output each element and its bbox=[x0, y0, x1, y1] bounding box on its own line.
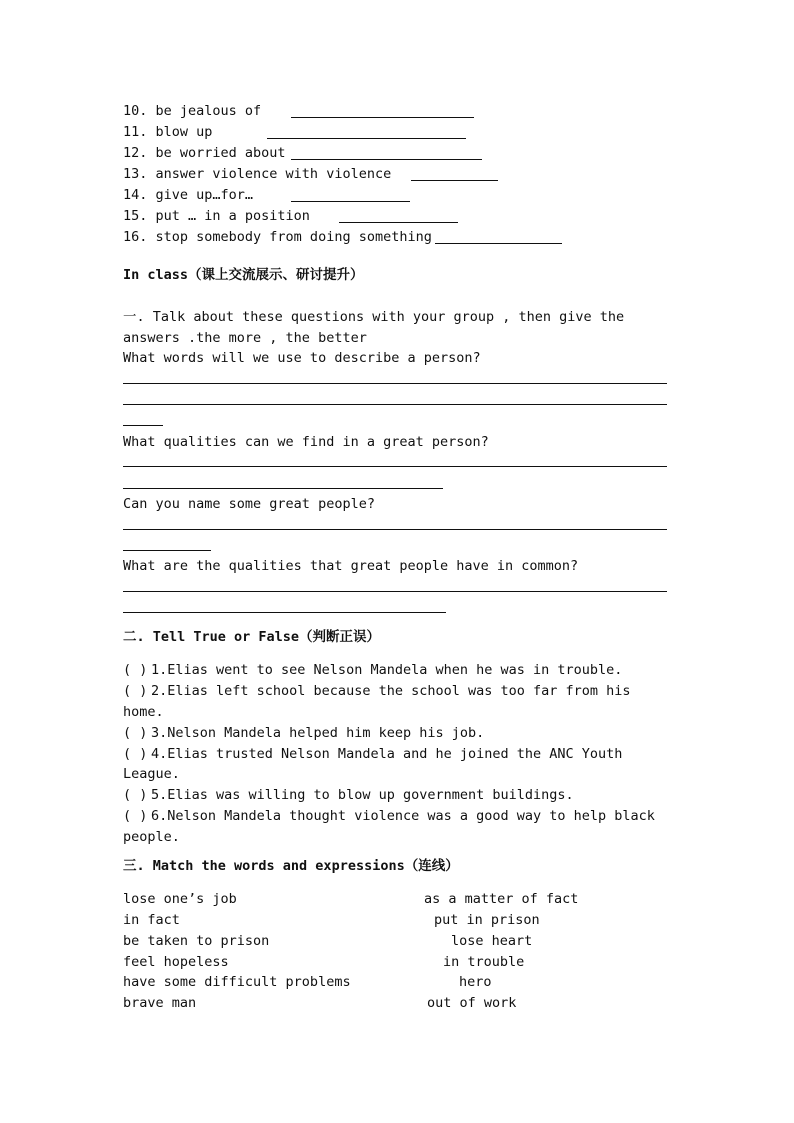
tf-item-2-cont: home. bbox=[123, 704, 164, 720]
answer-blank-11[interactable] bbox=[267, 138, 466, 139]
tf-item-6-text: 6.Nelson Mandela thought violence was a good way to help black bbox=[151, 808, 655, 824]
phrase-16: 16. stop somebody from doing something bbox=[123, 229, 432, 245]
tf-item-6-cont: people. bbox=[123, 829, 180, 845]
tf-item-1 bbox=[123, 661, 622, 679]
answer-blank-13[interactable] bbox=[411, 180, 498, 181]
section2-title: 二. Tell True or False（判断正误） bbox=[123, 629, 381, 645]
answer-blank-16[interactable] bbox=[435, 243, 562, 244]
answer-line-q1-c[interactable] bbox=[123, 425, 163, 426]
match-right-2[interactable]: put in prison bbox=[434, 912, 540, 928]
answer-line-q4-b[interactable] bbox=[123, 612, 446, 613]
tf-item-1-text: 1.Elias went to see Nelson Mandela when he was in trouble. bbox=[151, 662, 623, 678]
answer-blank-12[interactable] bbox=[291, 159, 482, 160]
phrase-10: 10. be jealous of bbox=[123, 103, 262, 119]
match-left-6[interactable]: brave man bbox=[123, 995, 197, 1011]
match-right-3[interactable]: lose heart bbox=[451, 933, 533, 949]
section1-title: 一. Talk about these questions with your group , then give the bbox=[123, 309, 625, 325]
in-class-heading: In class（课上交流展示、研讨提升） bbox=[123, 267, 364, 283]
tf-item-6 bbox=[123, 807, 655, 825]
answer-paren-4[interactable]: ( ) bbox=[123, 746, 148, 762]
match-right-5[interactable]: hero bbox=[459, 974, 492, 990]
phrase-13: 13. answer violence with violence bbox=[123, 166, 392, 182]
tf-item-2 bbox=[123, 682, 631, 700]
answer-paren-5[interactable]: ( ) bbox=[123, 787, 148, 803]
question-3: Can you name some great people? bbox=[123, 496, 375, 512]
tf-item-4 bbox=[123, 745, 622, 763]
tf-item-5-text: 5.Elias was willing to blow up government buildings. bbox=[151, 787, 574, 803]
answer-line-q1-a[interactable] bbox=[123, 383, 667, 384]
answer-line-q1-b[interactable] bbox=[123, 404, 667, 405]
match-left-3[interactable]: be taken to prison bbox=[123, 933, 270, 949]
section3-title: 三. Match the words and expressions（连线） bbox=[123, 858, 459, 874]
section1-title-cont: answers .the more , the better bbox=[123, 330, 367, 346]
tf-item-2-text: 2.Elias left school because the school was too far from his bbox=[151, 683, 631, 699]
answer-paren-3[interactable]: ( ) bbox=[123, 725, 148, 741]
answer-paren-1[interactable]: ( ) bbox=[123, 662, 148, 678]
answer-paren-2[interactable]: ( ) bbox=[123, 683, 148, 699]
tf-item-4-cont: League. bbox=[123, 766, 180, 782]
match-right-1[interactable]: as a matter of fact bbox=[424, 891, 579, 907]
question-4: What are the qualities that great people have in common? bbox=[123, 558, 579, 574]
tf-item-4-text: 4.Elias trusted Nelson Mandela and he joined the ANC Youth bbox=[151, 746, 623, 762]
question-1: What words will we use to describe a person? bbox=[123, 350, 481, 366]
answer-blank-10[interactable] bbox=[291, 117, 474, 118]
tf-item-3 bbox=[123, 724, 484, 742]
tf-item-3-text: 3.Nelson Mandela helped him keep his job. bbox=[151, 725, 485, 741]
phrase-11: 11. blow up bbox=[123, 124, 213, 140]
phrase-15: 15. put … in a position bbox=[123, 208, 310, 224]
match-right-4[interactable]: in trouble bbox=[443, 954, 525, 970]
answer-paren-6[interactable]: ( ) bbox=[123, 808, 148, 824]
answer-line-q3-b[interactable] bbox=[123, 550, 211, 551]
answer-line-q2-b[interactable] bbox=[123, 488, 443, 489]
tf-item-5 bbox=[123, 786, 574, 804]
answer-line-q2-a[interactable] bbox=[123, 466, 667, 467]
answer-line-q3-a[interactable] bbox=[123, 529, 667, 530]
match-left-2[interactable]: in fact bbox=[123, 912, 180, 928]
question-2: What qualities can we find in a great person? bbox=[123, 434, 489, 450]
phrase-12: 12. be worried about bbox=[123, 145, 286, 161]
answer-line-q4-a[interactable] bbox=[123, 591, 667, 592]
answer-blank-15[interactable] bbox=[339, 222, 458, 223]
answer-blank-14[interactable] bbox=[291, 201, 410, 202]
phrase-14: 14. give up…for… bbox=[123, 187, 254, 203]
match-left-5[interactable]: have some difficult problems bbox=[123, 974, 351, 990]
match-left-1[interactable]: lose one’s job bbox=[123, 891, 237, 907]
match-left-4[interactable]: feel hopeless bbox=[123, 954, 229, 970]
match-right-6[interactable]: out of work bbox=[427, 995, 517, 1011]
